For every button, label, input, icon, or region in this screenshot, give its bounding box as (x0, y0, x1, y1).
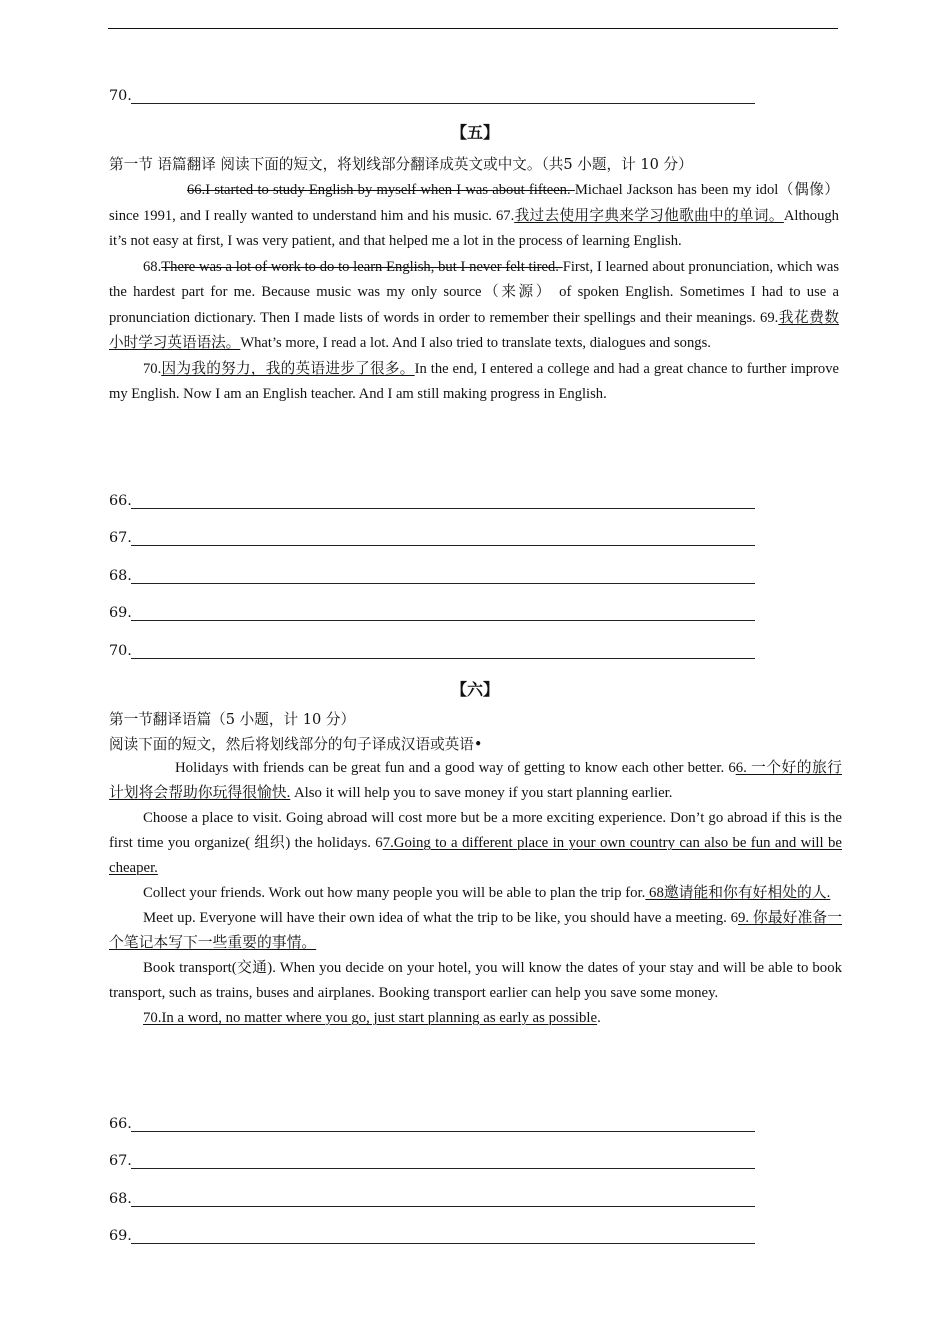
section-6-heading: 【六】 (450, 680, 499, 699)
passage-paragraph: Meet up. Everyone will have their own idea of what the trip to be like, you should have a meeting. 69. 你最好准备一个笔记本写下一些重要的事情。 (109, 910, 842, 951)
answer-line-68[interactable]: 68. (109, 566, 755, 586)
underlined-sentence-66: 66.I started to study English by myself when I was about fifteen. (187, 182, 575, 198)
section-6-instruction-1: 第一节翻译语篇（5 小题，计 10 分） (109, 711, 356, 728)
underlined-sentence-69: 我花费数小时学习英语语法。 (109, 309, 839, 351)
section-5-passage (109, 178, 839, 408)
underlined-sentence-68: There was a lot of work to do to learn English, but I never felt tired. (161, 258, 563, 275)
passage-paragraph: 70.因为我的努力，我的英语进步了很多。In the end, I entered a college and had a great chance to further improve my English. Now I am an English teacher. And I am still making progress in English. (109, 360, 839, 402)
section-5-instruction: 第一节 语篇翻译 阅读下面的短文，将划线部分翻译成英文或中文。（共5 小题，计 10 分） (109, 156, 693, 173)
passage-paragraph: 68.There was a lot of work to do to learn English, but I never felt tired. First, I learned about pronunciation, which was the hardest part for me. Because music was my only source（来源） of spoken English. Sometimes I had to use a pronunciation dictionary. Then I made lists of words in order to remember their spellings and their meanings. 69.我花费数小时学习英语语法。What’s more, I read a lot. And I also tried to translate texts, dialogues and songs. (109, 258, 839, 351)
section-6-passage (109, 756, 842, 1031)
passage-paragraph: 66.I started to study English by myself when I was about fifteen. Michael Jackson has been my idol（偶像）since 1991, and I really wanted to understand him and his music. 67.我过去使用字典来学习他歌曲中的单词。Although it’s not easy at first, I was very patient, and that helped me a lot in the process of learning English. (109, 182, 839, 249)
answer-line-70-top[interactable] (109, 86, 755, 106)
passage-paragraph: Collect your friends. Work out how many people you will be able to plan the trip for. 68邀请能和你有好相处的人. (143, 885, 831, 901)
answer-line-69[interactable]: 69. (109, 603, 755, 623)
underlined-sentence-70: 70.In a word, no matter where you go, just start planning as early as possible (143, 1010, 598, 1026)
answer-line-69[interactable]: 69. (109, 1226, 755, 1246)
answer-line-67[interactable]: 67. (109, 528, 755, 548)
underlined-sentence-66: 6. 一个好的旅行计划将会帮助你玩得很愉快. (109, 760, 842, 801)
passage-paragraph: Holidays with friends can be great fun and a good way of getting to know each other better. 66. 一个好的旅行计划将会帮助你玩得很愉快. Also it will help you to save money if you start planning earlier. (109, 760, 842, 801)
answer-line-66[interactable]: 66. (109, 1114, 755, 1134)
answer-line-67[interactable]: 67. (109, 1151, 755, 1171)
header-rule (108, 28, 838, 29)
underlined-sentence-69: 9. 你最好准备一个笔记本写下一些重要的事情。 (109, 910, 842, 951)
underlined-sentence-67: 我过去使用字典来学习他歌曲中的单词。 (514, 207, 784, 224)
answer-number: 70. (109, 88, 132, 104)
underlined-sentence-68: 68邀请能和你有好相处的人. (645, 885, 831, 901)
section-6-instruction-2: 阅读下面的短文，然后将划线部分的句子译成汉语或英语• (109, 736, 483, 753)
passage-paragraph: Book transport(交通). When you decide on your hotel, you will know the dates of your stay and will be able to book transport, such as trains, buses and airplanes. Booking transport earlier can help you save some money. (109, 960, 842, 1001)
answer-line-70[interactable]: 70. (109, 641, 755, 661)
passage-paragraph: 70.In a word, no matter where you go, just start planning as early as possible. (143, 1010, 601, 1026)
answer-line-66[interactable]: 66. (109, 491, 755, 511)
underlined-sentence-70: 因为我的努力，我的英语进步了很多。 (161, 360, 415, 377)
answer-line-68[interactable]: 68. (109, 1189, 755, 1209)
passage-paragraph: Choose a place to visit. Going abroad will cost more but be a more exciting experience. Don’t go abroad if this is the first time you organize( 组织) the holidays. 67.Going to a different place in your own country can also be fun and will be cheaper. (109, 810, 842, 876)
underlined-sentence-67: 7.Going to a different place in your own country can also be fun and will be cheaper. (109, 835, 842, 876)
section-5-heading: 【五】 (450, 123, 499, 142)
